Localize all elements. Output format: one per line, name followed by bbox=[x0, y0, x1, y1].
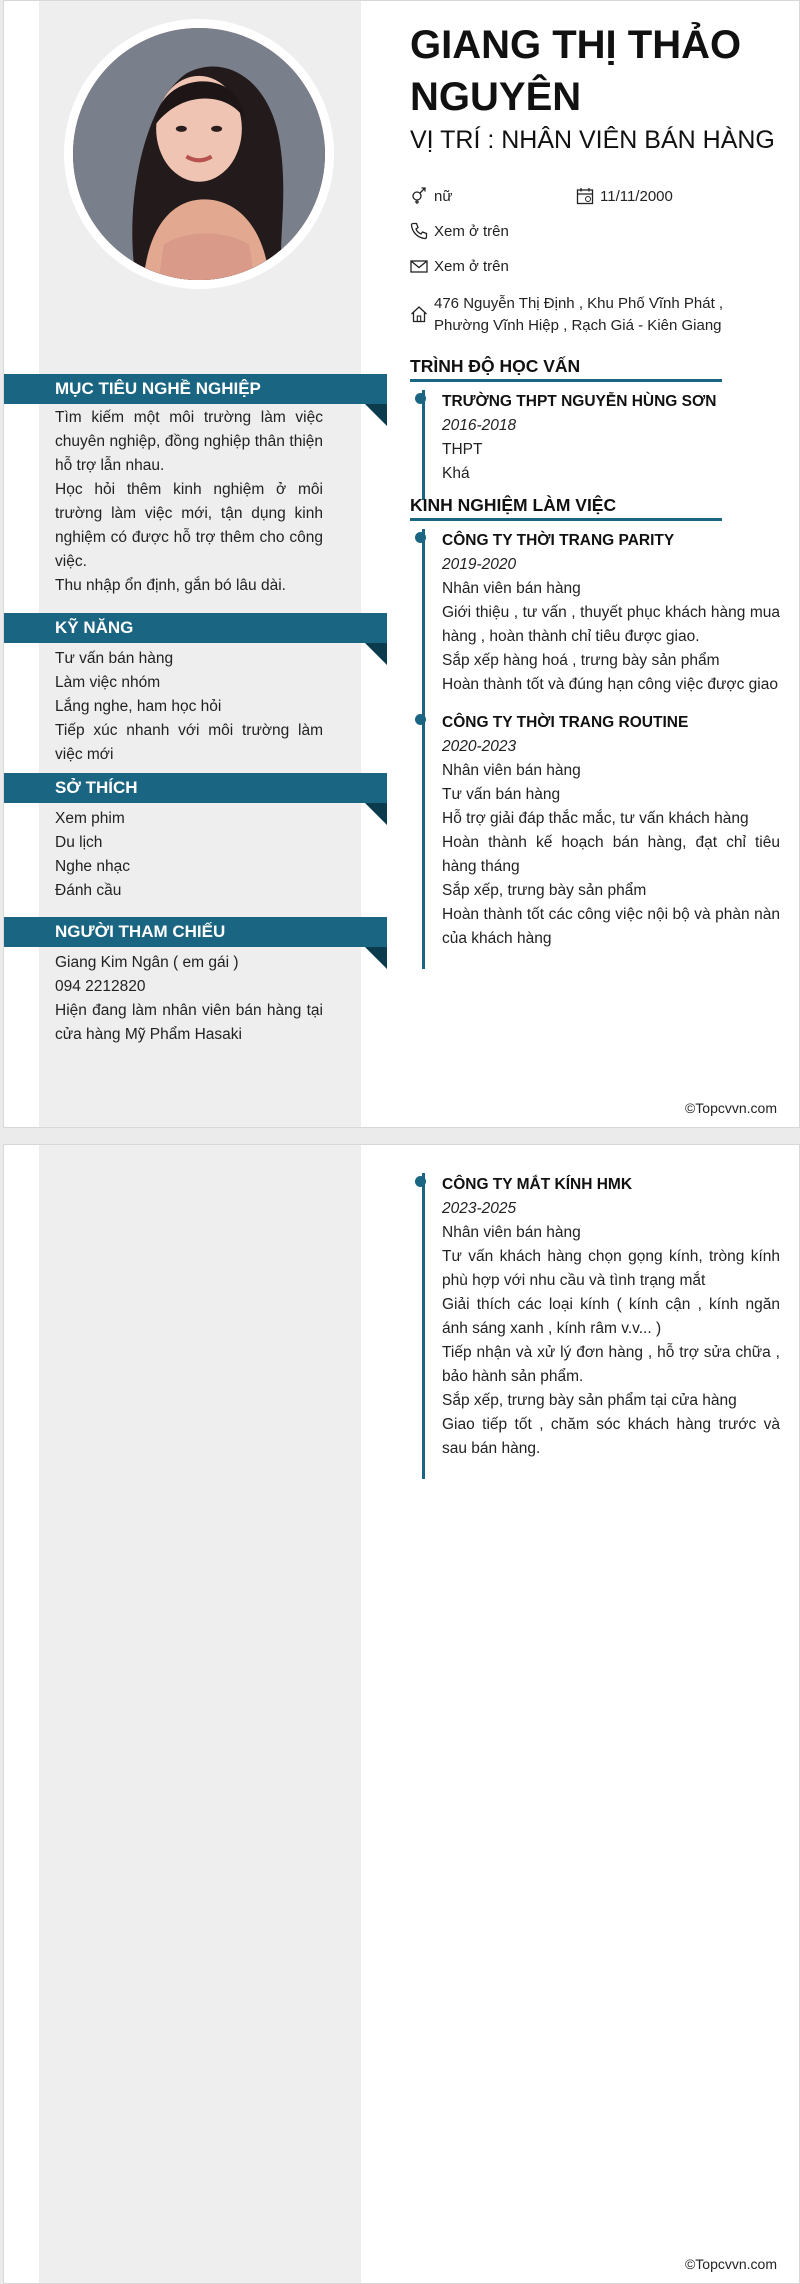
hobby-item: Đánh cầu bbox=[55, 882, 122, 899]
hobby-item: Nghe nhạc bbox=[55, 858, 130, 875]
hobby-item: Xem phim bbox=[55, 810, 125, 827]
skill-item: Lắng nghe, ham học hỏi bbox=[55, 698, 222, 715]
timeline-dot bbox=[415, 393, 426, 404]
experience-line: Tiếp nhận và xử lý đơn hàng , hỗ trợ sửa chữa , bảo hành sản phẩm. bbox=[442, 1344, 780, 1385]
gender-row bbox=[410, 186, 452, 208]
job-position: VỊ TRÍ : NHÂN VIÊN BÁN HÀNG bbox=[410, 126, 775, 154]
heading-flap bbox=[365, 947, 387, 969]
experience-heading: KINH NGHIỆM LÀM VIỆC bbox=[410, 495, 722, 521]
company-name: CÔNG TY THỜI TRANG ROUTINE bbox=[442, 714, 689, 731]
address-value: 476 Nguyễn Thị Định , Khu Phố Vĩnh Phát , Phường Vĩnh Hiệp , Rạch Giá - Kiên Giang bbox=[434, 295, 724, 334]
education-entry bbox=[442, 390, 780, 486]
references-body bbox=[55, 951, 323, 1047]
education-line: Khá bbox=[442, 465, 470, 482]
heading-flap bbox=[365, 643, 387, 665]
experience-entry bbox=[442, 529, 780, 697]
sidebar bbox=[39, 1145, 361, 2283]
experience-period: 2019-2020 bbox=[442, 556, 517, 573]
experience-line: Sắp xếp hàng hoá , trưng bày sản phẩm bbox=[442, 652, 720, 669]
references-heading bbox=[4, 917, 387, 947]
experience-line: Tư vấn bán hàng bbox=[442, 786, 561, 803]
timeline-dot bbox=[415, 532, 426, 543]
objective-line: Học hỏi thêm kinh nghiệm ở môi trường làm việc mới, tận dụng kinh nghiệm có được hỗ trợ thêm cho công việc. bbox=[55, 481, 323, 570]
home-icon bbox=[410, 305, 428, 323]
footer-watermark: ©Topcvvn.com bbox=[684, 2256, 777, 2272]
objective-heading bbox=[4, 374, 387, 404]
phone-value: Xem ở trên bbox=[434, 223, 509, 240]
calendar-icon bbox=[576, 187, 594, 205]
experience-line: Giao tiếp tốt , chăm sóc khách hàng trước và sau bán hàng. bbox=[442, 1416, 780, 1457]
timeline-dot bbox=[415, 714, 426, 725]
candidate-name: GIANG THỊ THẢO NGUYÊN bbox=[410, 23, 742, 119]
cv-page-2 bbox=[3, 1144, 800, 2284]
reference-line: 094 2212820 bbox=[55, 978, 146, 995]
company-name: CÔNG TY MẮT KÍNH HMK bbox=[442, 1176, 633, 1193]
gender-value: nữ bbox=[434, 188, 453, 205]
objective-line: Tìm kiếm một môi trường làm việc chuyên nghiệp, đồng nghiệp thân thiện hỗ trợ lẫn nhau. bbox=[55, 409, 323, 474]
skill-item: Làm việc nhóm bbox=[55, 674, 161, 691]
experience-line: Nhân viên bán hàng bbox=[442, 580, 581, 597]
objective-line: Thu nhập ổn định, gắn bó lâu dài. bbox=[55, 577, 286, 594]
email-row bbox=[410, 256, 509, 278]
skill-item: Tư vấn bán hàng bbox=[55, 650, 174, 667]
gender-icon bbox=[410, 187, 428, 205]
experience-timeline bbox=[422, 529, 780, 969]
experience-period: 2020-2023 bbox=[442, 738, 517, 755]
experience-entry bbox=[442, 711, 780, 951]
email-value: Xem ở trên bbox=[434, 258, 509, 275]
experience-line: Giới thiệu , tư vấn , thuyết phục khách hàng mua hàng , hoàn thành chỉ tiêu được giao. bbox=[442, 604, 780, 645]
references-title: NGƯỜI THAM CHIẾU bbox=[55, 922, 226, 941]
phone-icon bbox=[410, 222, 428, 240]
experience-line: Hỗ trợ giải đáp thắc mắc, tư vấn khách hàng bbox=[442, 810, 749, 827]
experience-timeline-continued bbox=[422, 1173, 780, 1479]
school-name: TRƯỜNG THPT NGUYỄN HÙNG SƠN bbox=[442, 393, 717, 410]
reference-line: Hiện đang làm nhân viên bán hàng tại cửa hàng Mỹ Phẩm Hasaki bbox=[55, 1002, 323, 1043]
experience-line: Giải thích các loại kính ( kính cận , kính ngăn ánh sáng xanh , kính râm v.v... ) bbox=[442, 1296, 780, 1337]
experience-line: Nhân viên bán hàng bbox=[442, 762, 581, 779]
experience-line: Nhân viên bán hàng bbox=[442, 1224, 581, 1241]
hobbies-title: SỞ THÍCH bbox=[55, 778, 138, 797]
experience-line: Tư vấn khách hàng chọn gọng kính, tròng kính phù hợp với nhu cầu và tình trạng mắt bbox=[442, 1248, 780, 1289]
experience-line: Hoàn thành kế hoạch bán hàng, đạt chỉ tiêu hàng tháng bbox=[442, 834, 780, 875]
objective-title: MỤC TIÊU NGHỀ NGHIỆP bbox=[55, 379, 261, 398]
phone-row bbox=[410, 221, 509, 243]
heading-flap bbox=[365, 803, 387, 825]
education-timeline bbox=[422, 390, 780, 500]
address-row bbox=[410, 293, 740, 337]
skills-title: KỸ NĂNG bbox=[55, 618, 134, 637]
experience-line: Hoàn thành tốt các công việc nội bộ và phàn nàn của khách hàng bbox=[442, 906, 780, 947]
skill-item: Tiếp xúc nhanh với môi trường làm việc mới bbox=[55, 722, 323, 763]
footer-watermark: ©Topcvvn.com bbox=[684, 1100, 777, 1116]
education-heading: TRÌNH ĐỘ HỌC VẤN bbox=[410, 356, 722, 382]
avatar-frame bbox=[64, 19, 334, 289]
hobby-item: Du lịch bbox=[55, 834, 103, 851]
avatar bbox=[73, 28, 325, 280]
experience-line: Hoàn thành tốt và đúng hạn công việc được giao bbox=[442, 676, 778, 693]
timeline-dot bbox=[415, 1176, 426, 1187]
education-line: THPT bbox=[442, 441, 483, 458]
birthday-row bbox=[576, 186, 673, 208]
company-name: CÔNG TY THỜI TRANG PARITY bbox=[442, 532, 675, 549]
skills-heading bbox=[4, 613, 387, 643]
skills-list bbox=[55, 647, 323, 767]
heading-flap bbox=[365, 404, 387, 426]
cv-page-1 bbox=[3, 0, 800, 1128]
experience-entry bbox=[442, 1173, 780, 1461]
experience-line: Sắp xếp, trưng bày sản phẩm bbox=[442, 882, 647, 899]
experience-line: Sắp xếp, trưng bày sản phẩm tại cửa hàng bbox=[442, 1392, 737, 1409]
experience-period: 2023-2025 bbox=[442, 1200, 517, 1217]
hobbies-heading bbox=[4, 773, 387, 803]
hobbies-list bbox=[55, 807, 323, 903]
mail-icon bbox=[410, 257, 428, 275]
objective-body bbox=[55, 406, 323, 598]
birthday-value: 11/11/2000 bbox=[600, 188, 673, 205]
reference-line: Giang Kim Ngân ( em gái ) bbox=[55, 954, 239, 971]
education-period: 2016-2018 bbox=[442, 417, 517, 434]
